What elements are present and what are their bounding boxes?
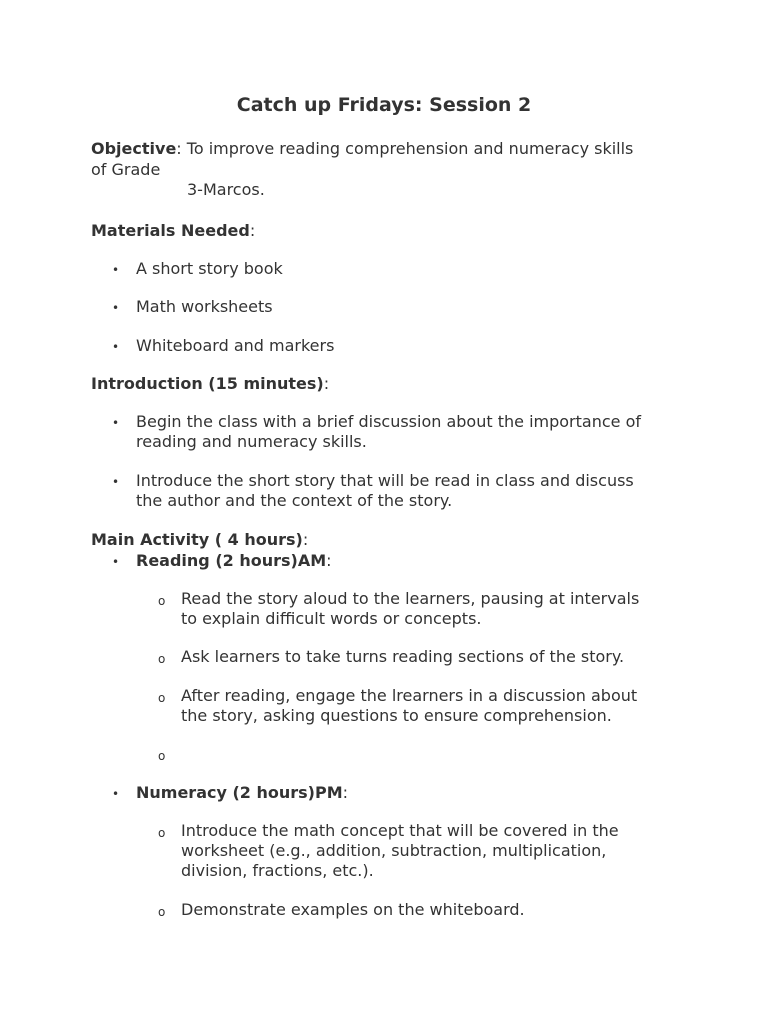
numeracy-heading-label: Numeracy (2 hours)PM	[136, 783, 343, 802]
materials-heading	[91, 221, 691, 241]
reading-heading-colon: :	[326, 551, 332, 570]
main-activity-heading	[91, 530, 691, 550]
reading-heading-label: Reading (2 hours)AM	[136, 551, 327, 570]
materials-item: A short story book	[136, 259, 283, 278]
numeracy-item-line: Demonstrate examples on the whiteboard.	[181, 900, 525, 919]
introduction-heading	[91, 374, 691, 394]
sub-bullet-icon: o	[158, 905, 166, 919]
page-title: Catch up Fridays: Session 2	[236, 94, 532, 116]
numeracy-heading-colon: :	[342, 783, 349, 802]
reading-item-line: the story, asking questions to ensure comprehension.	[181, 706, 612, 725]
introduction-item-line: Begin the class with a brief discussion about the importance of	[136, 412, 641, 431]
materials-item: Whiteboard and markers	[136, 336, 335, 355]
objective-line-3: 3-Marcos.	[187, 180, 265, 199]
introduction-item-line: Introduce the short story that will be read in class and discuss	[136, 471, 634, 490]
objective-line-2: of Grade	[91, 160, 161, 179]
main-activity-heading-colon: :	[302, 530, 309, 549]
introduction-heading-label: Introduction (15 minutes)	[91, 374, 324, 393]
bullet-icon: •	[112, 787, 120, 801]
reading-heading	[136, 551, 696, 572]
bullet-icon: •	[112, 263, 120, 277]
bullet-icon: •	[112, 416, 120, 430]
sub-bullet-icon: o	[158, 594, 166, 608]
reading-item-line: to explain difficult words or concepts.	[181, 609, 482, 628]
numeracy-heading	[136, 783, 696, 804]
introduction-item-line: the author and the context of the story.	[136, 491, 453, 510]
materials-heading-label: Materials Needed	[91, 221, 250, 240]
objective-label: Objective	[91, 139, 177, 158]
introduction-item-line: reading and numeracy skills.	[136, 432, 367, 451]
reading-item-line: Ask learners to take turns reading sections of the story.	[181, 647, 625, 666]
sub-bullet-icon: o	[158, 749, 166, 763]
reading-item-line: After reading, engage the lrearners in a discussion about	[181, 686, 638, 705]
numeracy-item-line: worksheet (e.g., addition, subtraction, multiplication,	[181, 841, 607, 860]
objective-paragraph	[91, 139, 691, 159]
numeracy-item-line: Introduce the math concept that will be covered in the	[181, 821, 619, 840]
bullet-icon: •	[112, 340, 120, 354]
sub-bullet-icon: o	[158, 652, 166, 666]
sub-bullet-icon: o	[158, 691, 166, 705]
reading-item-line: Read the story aloud to the learners, pausing at intervals	[181, 589, 640, 608]
main-activity-heading-label: Main Activity ( 4 hours)	[91, 530, 303, 549]
sub-bullet-icon: o	[158, 826, 166, 840]
bullet-icon: •	[112, 301, 120, 315]
numeracy-item-line: division, fractions, etc.).	[181, 861, 374, 880]
objective-text: : To improve reading comprehension and numeracy skills	[176, 139, 634, 158]
materials-item: Math worksheets	[136, 297, 273, 316]
materials-heading-colon: :	[249, 221, 256, 240]
bullet-icon: •	[112, 555, 120, 569]
bullet-icon: •	[112, 475, 120, 489]
introduction-heading-colon: :	[323, 374, 330, 393]
